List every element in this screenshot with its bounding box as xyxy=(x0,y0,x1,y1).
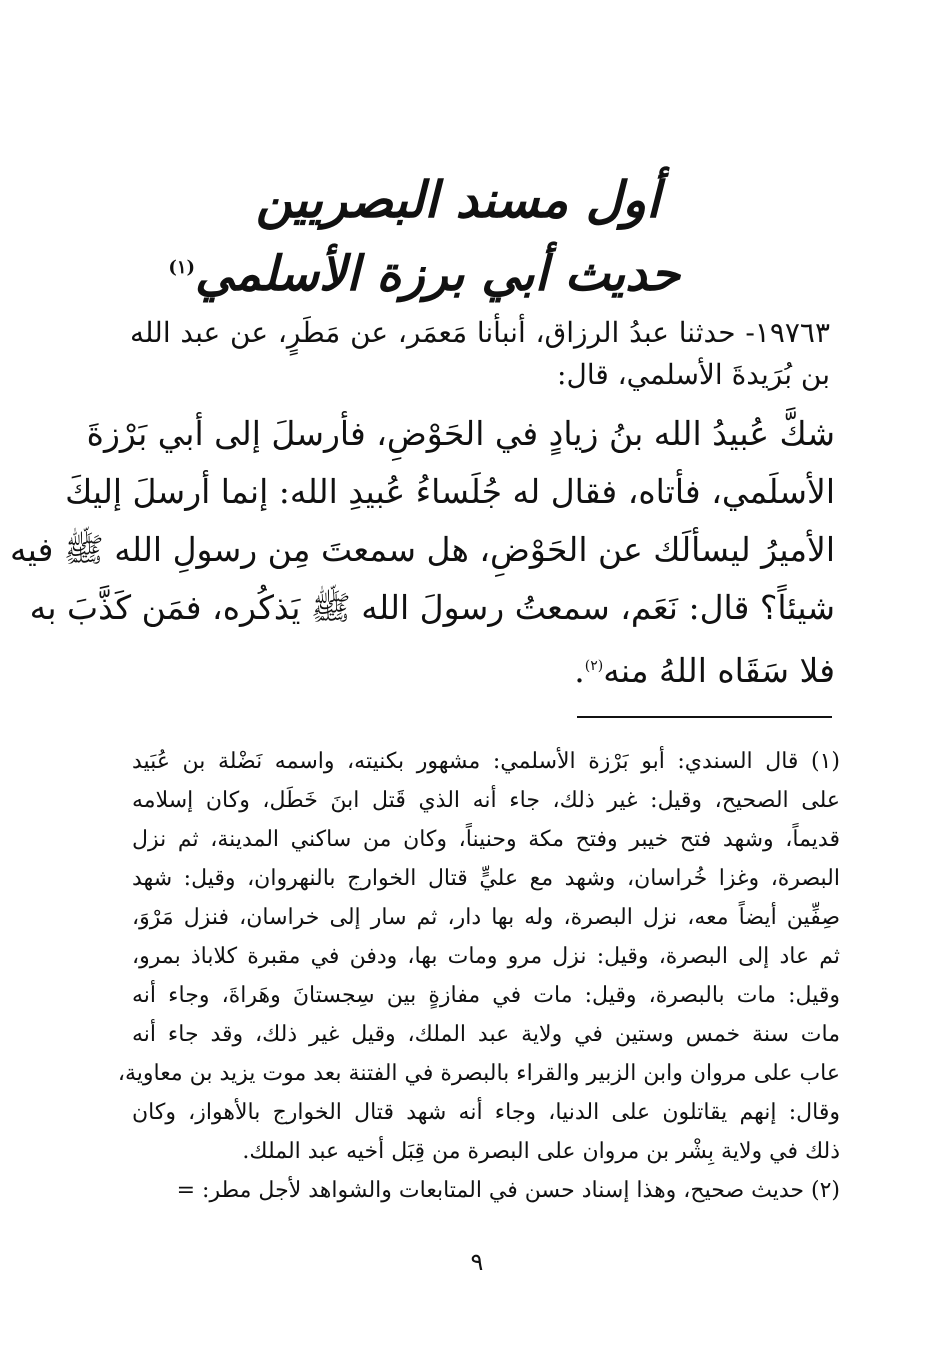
matn-line-final xyxy=(130,637,835,700)
matn-line: شكَّ عُبيدُ الله بنُ زيادٍ في الحَوْضِ، فأرسلَ إلى أبي بَرْزةَ xyxy=(86,414,835,453)
chapter-subtitle xyxy=(168,235,680,307)
matn-final-text: فلا سَقَاه اللهُ منه xyxy=(603,651,835,690)
footnote-ref-1: (١) xyxy=(168,257,196,278)
matn-line: الأسلَمي، فأتاه، فقال له جُلَساءُ عُبيدِ الله: إنما أرسلَ إليكَ xyxy=(65,472,835,511)
hadith-matn xyxy=(9,405,835,700)
hadith-isnad: ١٩٧٦٣- حدثنا عبدُ الرزاق، أنبأنا مَعمَر، عن مَطَرٍ، عن عبد الله بن بُرَيدةَ الأسلمي، قال: xyxy=(130,316,830,391)
matn-line: الأميرُ ليسألَك عن الحَوْضِ، هل سمعتَ مِن رسولِ الله ﷺ فيه xyxy=(9,530,835,569)
footnote-1-line: صِفِّين أيضاً معه، نزل البصرة، وله بها دار، ثم سار إلى خراسان، فنزل مَرْوَ، xyxy=(132,905,840,930)
section-title: أول مسند البصريين xyxy=(255,170,660,229)
footnote-1-line: البصرة، وغزا خُراسان، وشهد مع عليٍّ قتال الخوارج بالنهروان، وقيل: شهد xyxy=(132,866,840,891)
footnote-1-line: وقال: إنهم يقاتلون على الدنيا، وجاء أنه شهد قتال الخوارج بالأهواز، وكان xyxy=(132,1100,840,1125)
footnote-1-line: قديماً، وشهد فتح خيبر وفتح مكة وحنيناً، وكان من ساكني المدينة، ثم نزل xyxy=(132,827,840,852)
footnote-1-line: عاب على مروان وابن الزبير والقراء بالبصرة في الفتنة بعد موت يزيد بن معاوية، xyxy=(117,1061,840,1086)
footnote-1-line: ذلك في ولاية بِشْر بن مروان على البصرة من قِبَل أخيه عبد الملك. xyxy=(242,1139,840,1164)
matn-line: شيئاً؟ قال: نَعَم، سمعتُ رسولَ الله ﷺ يَذكُره، فمَن كَذَّبَ به xyxy=(29,588,835,627)
footnote-1-line: على الصحيح، وقيل: غير ذلك، جاء أنه الذي قَتل ابنَ خَطَل، وكان إسلامه xyxy=(132,788,840,813)
footnote-1-line: ثم عاد إلى البصرة، وقيل: نزل مرو ومات بها، ودفن في مقبرة كلاباذ بمرو، xyxy=(132,944,840,969)
matn-end-mark: . xyxy=(574,651,585,690)
footnote-1-line: وقيل: مات بالبصرة، وقيل: مات في مفازةٍ بين سِجستانَ وهَراةَ، وجاء أنه xyxy=(132,983,840,1008)
footnotes xyxy=(117,742,840,1210)
footnote-ref-2: (٢) xyxy=(584,658,604,674)
subtitle-text: حديث أبي برزة الأسلمي xyxy=(195,246,680,302)
footnote-1-line: مات سنة خمس وستين في ولاية عبد الملك، وقيل غير ذلك، وقد جاء أنه xyxy=(132,1022,840,1047)
footnote-separator xyxy=(577,716,832,718)
footnote-1-line: (١) قال السندي: أبو بَرْزة الأسلمي: مشهور بكنيته، واسمه نَضْلة بن عُبَيد xyxy=(132,749,840,774)
page-number: ٩ xyxy=(470,1248,484,1276)
footnote-2: (٢) حديث صحيح، وهذا إسناد حسن في المتابعات والشواهد لأجل مطر: = xyxy=(176,1178,840,1203)
